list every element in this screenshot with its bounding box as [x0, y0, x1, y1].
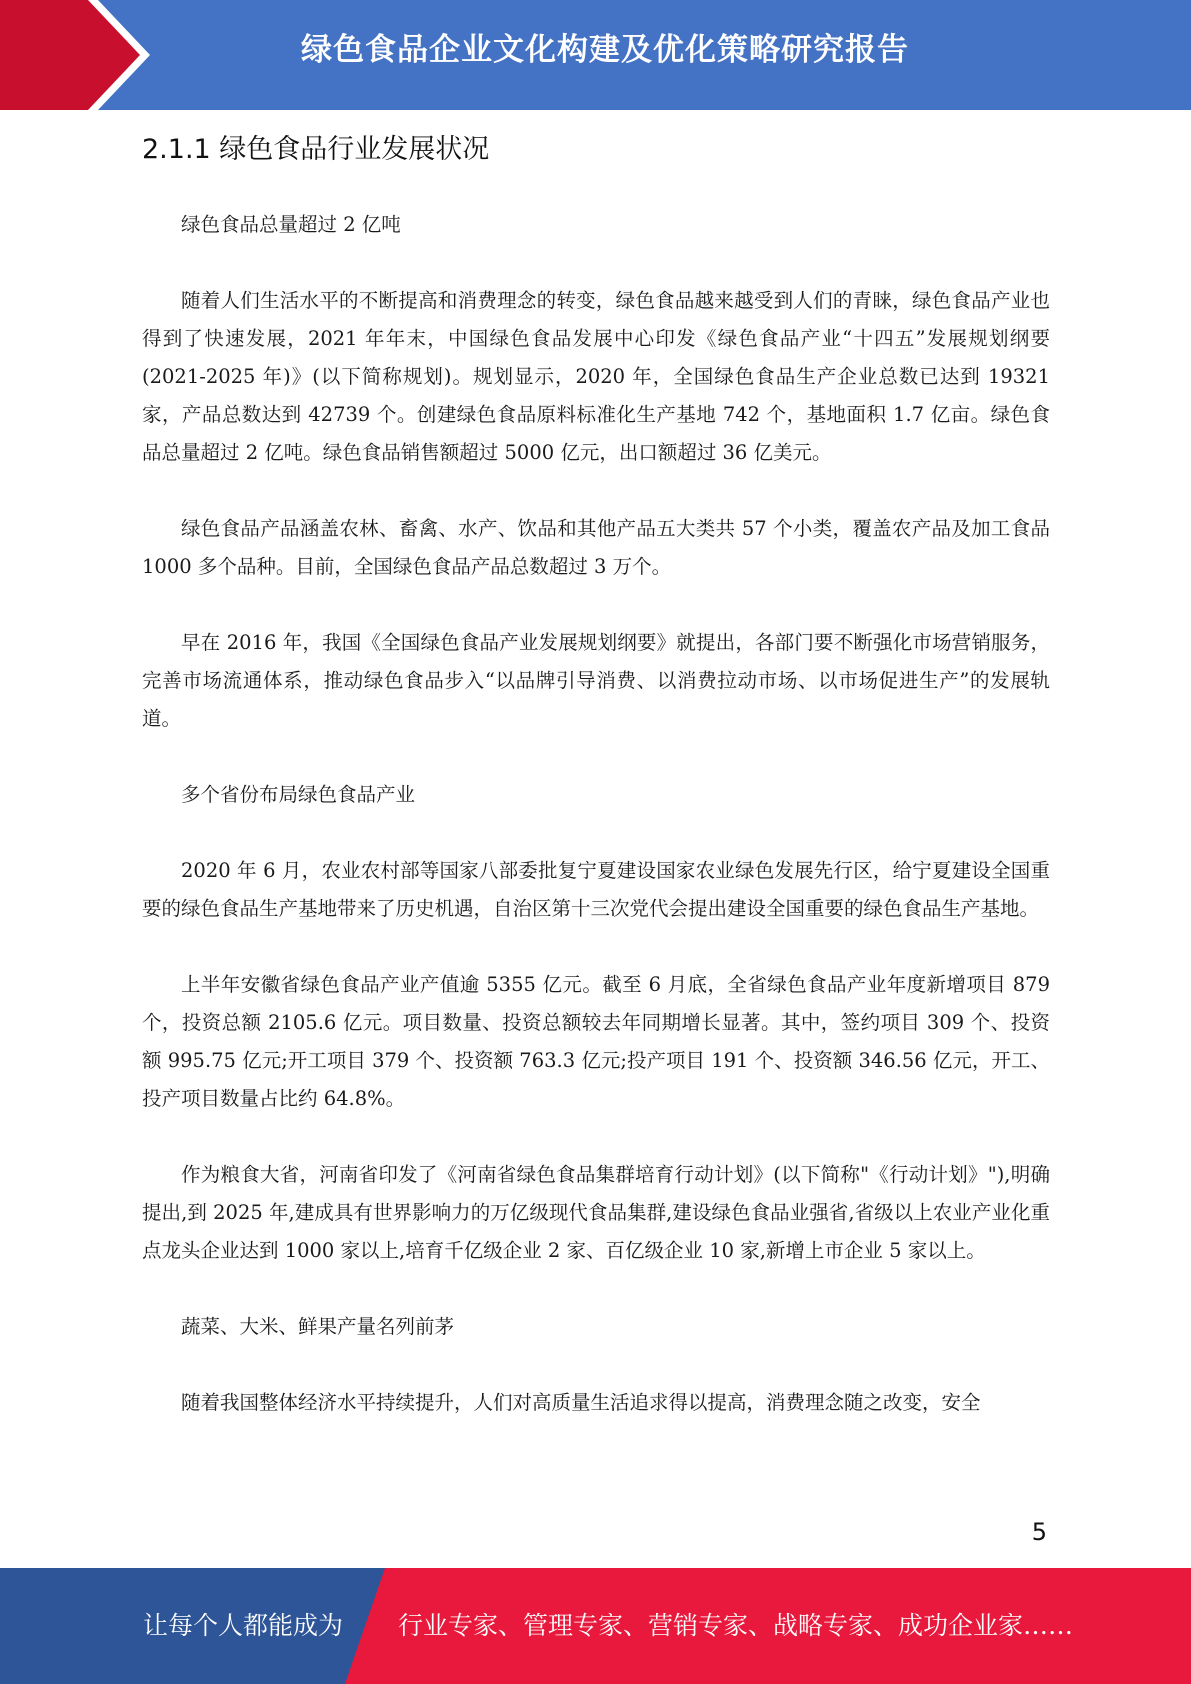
- paragraph-product-categories: 绿色食品产品涵盖农林、畜禽、水产、饮品和其他产品五大类共 57 个小类，覆盖农产品及加工食品 1000 多个品种。目前，全国绿色食品产品总数超过 3 万个。: [142, 517, 1050, 578]
- paragraph-anhui: 上半年安徽省绿色食品产业产值逾 5355 亿元。截至 6 月底，全省绿色食品产业年度新增项目 879 个，投资总额 2105.6 亿元。项目数量、投资总额较去年同期增长显著。其中，签约项目 309 个、投资额 995.75 亿元;开工项目 379 个、投资额 763.3 亿元;投产项目 191 个、投资额 346.56 亿元，开工、投产项目数量占比约 64.8%。: [142, 973, 1050, 1110]
- document-body: [142, 128, 1050, 1460]
- report-title: 绿色食品企业文化构建及优化策略研究报告: [301, 32, 909, 68]
- paragraph-ningxia: 2020 年 6 月，农业农村部等国家八部委批复宁夏建设国家农业绿色发展先行区，给宁夏建设全国重要的绿色食品生产基地带来了历史机遇，自治区第十三次党代会提出建设全国重要的绿色食品生产基地。: [142, 859, 1050, 920]
- subheading-provinces: 多个省份布局绿色食品产业: [181, 783, 416, 806]
- footer-slogan-right: 行业专家、管理专家、营销专家、战略专家、成功企业家……: [398, 1611, 1074, 1640]
- subheading-vegetables-rice-fruit: 蔬菜、大米、鲜果产量名列前茅: [181, 1315, 455, 1338]
- paragraph-henan: 作为粮食大省，河南省印发了《河南省绿色食品集群培育行动计划》(以下简称"《行动计划》"),明确提出,到 2025 年,建成具有世界影响力的万亿级现代食品集群,建设绿色食品业强省,省级以上农业产业化重点龙头企业达到 1000 家以上,培育千亿级企业 2 家、百亿级企业 10 家,新增上市企业 5 家以上。: [142, 1163, 1050, 1262]
- subheading-total-output: 绿色食品总量超过 2 亿吨: [181, 213, 401, 236]
- page-header: [0, 0, 1191, 110]
- section-heading: 2.1.1 绿色食品行业发展状况: [142, 134, 490, 165]
- page-number: 5: [1031, 1518, 1047, 1546]
- paragraph-industry-growth: 随着人们生活水平的不断提高和消费理念的转变，绿色食品越来越受到人们的青睐，绿色食品产业也得到了快速发展，2021 年年末，中国绿色食品发展中心印发《绿色食品产业“十四五”发展规划纲要(2021-2025 年)》(以下简称规划)。规划显示，2020 年，全国绿色食品生产企业总数已达到 19321 家，产品总数达到 42739 个。创建绿色食品原料标准化生产基地 742 个，基地面积 1.7 亿亩。绿色食品总量超过 2 亿吨。绿色食品销售额超过 5000 亿元，出口额超过 36 亿美元。: [142, 289, 1050, 464]
- page-footer: [0, 1568, 1191, 1684]
- paragraph-consumption: 随着我国整体经济水平持续提升，人们对高质量生活追求得以提高，消费理念随之改变，安全: [181, 1391, 981, 1414]
- footer-slogan-left: 让每个人都能成为: [143, 1611, 344, 1640]
- paragraph-2016-plan: 早在 2016 年，我国《全国绿色食品产业发展规划纲要》就提出，各部门要不断强化市场营销服务，完善市场流通体系，推动绿色食品步入“以品牌引导消费、以消费拉动市场、以市场促进生产”的发展轨道。: [142, 631, 1050, 730]
